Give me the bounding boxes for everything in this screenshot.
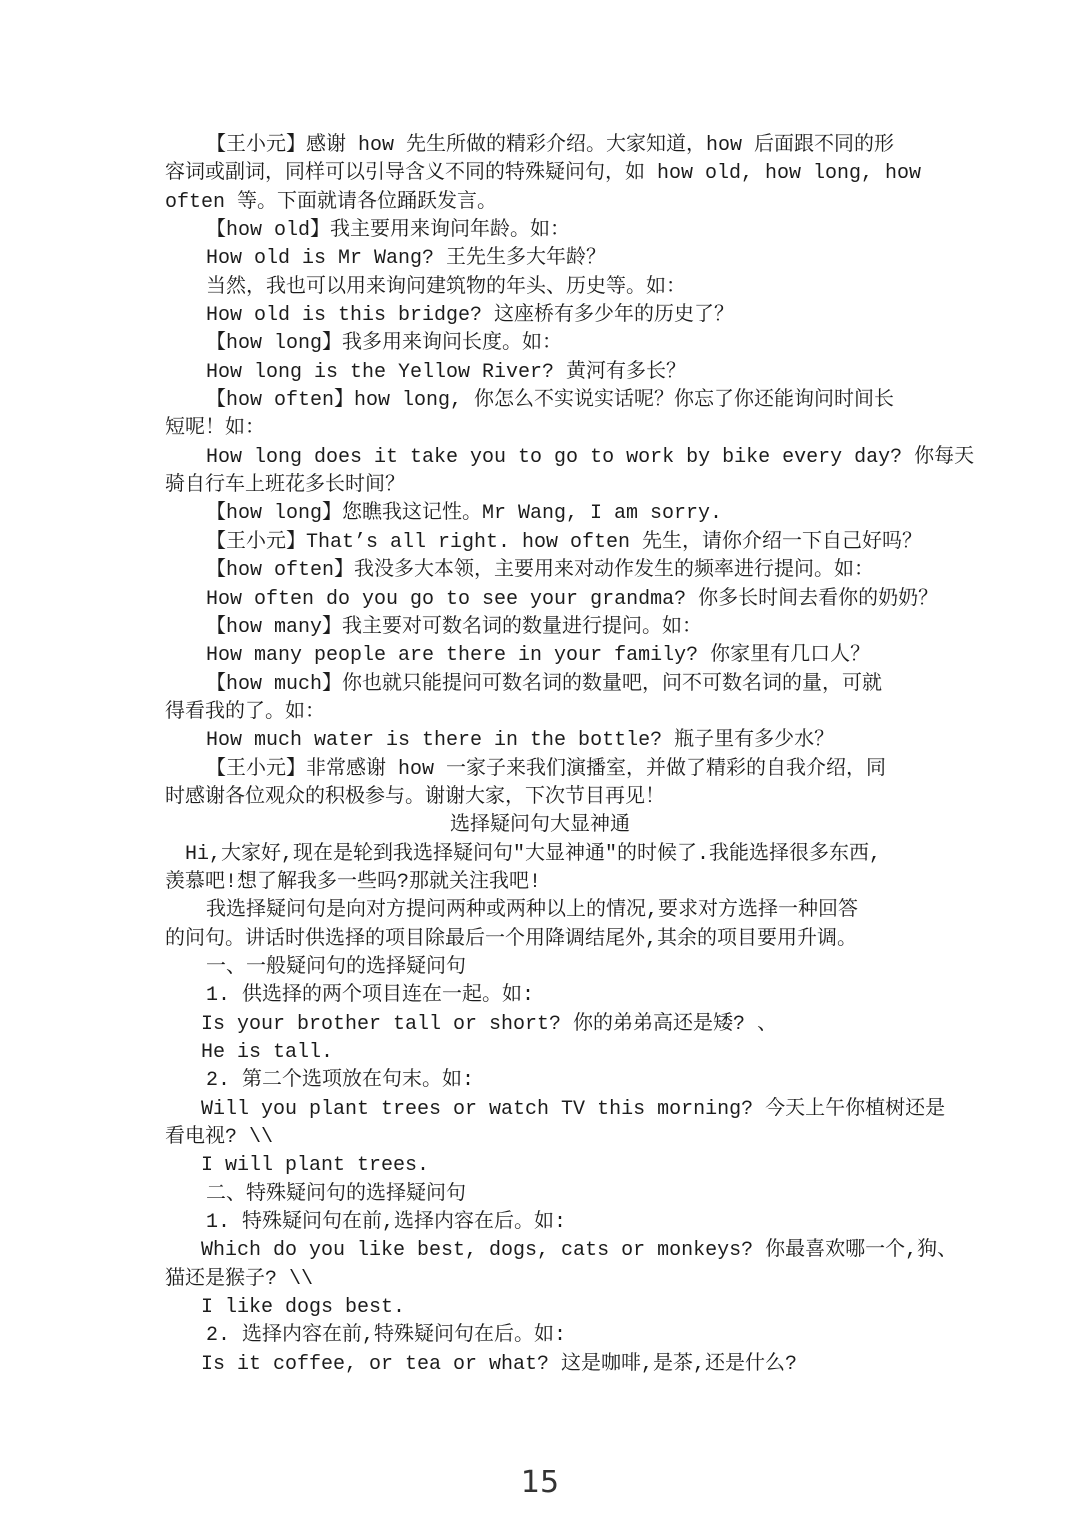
text-line: often 等。下面就请各位踊跃发言。 xyxy=(165,190,498,214)
text-line: 【how old】我主要用来询问年龄。如： xyxy=(206,219,571,243)
text-line: 1. 特殊疑问句在前,选择内容在后。如: xyxy=(206,1211,567,1235)
text-line: 【how often】我没多大本领，主要用来对动作发生的频率进行提问。如： xyxy=(206,559,875,583)
text-line: 猫还是猴子? \\ xyxy=(165,1267,314,1291)
subheading: 二、特殊疑问句的选择疑问句 xyxy=(206,1182,466,1206)
text-line: How old is Mr Wang? 王先生多大年龄？ xyxy=(206,247,607,271)
text-line: 【王小元】感谢 how 先生所做的精彩介绍。大家知道，how 后面跟不同的形 xyxy=(206,134,895,157)
text-line: How much water is there in the bottle? 瓶子里有多少水？ xyxy=(206,729,835,753)
text-line: 短呢！如： xyxy=(165,417,265,441)
text-line: Will you plant trees or watch TV this morning? 今天上午你植树还是 xyxy=(201,1097,946,1121)
page-number: 15 xyxy=(520,1465,560,1500)
text-line: 容词或副词，同样可以引导含义不同的特殊疑问句，如 how old, how long, how xyxy=(165,162,922,186)
text-line: Is it coffee, or tea or what? 这是咖啡,是茶,还是什么? xyxy=(201,1352,798,1376)
text-line: How long does it take you to go to work by bike every day? 你每天 xyxy=(206,445,975,469)
text-line: Which do you like best, dogs, cats or monkeys? 你最喜欢哪一个,狗、 xyxy=(201,1239,958,1263)
text-line: Hi,大家好,现在是轮到我选择疑问句"大显神通"的时候了.我能选择很多东西, xyxy=(185,842,882,866)
text-line: 2. 选择内容在前,特殊疑问句在后。如: xyxy=(206,1324,567,1348)
text-line: How many people are there in your family? 你家里有几口人？ xyxy=(206,644,871,668)
body-text xyxy=(0,132,1080,1379)
text-line: 时感谢各位观众的积极参与。谢谢大家，下次节目再见！ xyxy=(165,785,665,809)
text-line: 【how long】您瞧我这记性。Mr Wang, I am sorry. xyxy=(206,502,723,526)
text-line: 看电视? \\ xyxy=(165,1126,274,1150)
text-line: 1. 供选择的两个项目连在一起。如: xyxy=(206,984,535,1008)
text-line: How long is the Yellow River? 黄河有多长？ xyxy=(206,360,687,384)
text-line: 【王小元】That’s all right. how often 先生，请你介绍一下自己好吗？ xyxy=(206,530,923,554)
text-line: 得看我的了。如： xyxy=(165,700,325,724)
text-line: Is your brother tall or short? 你的弟弟高还是矮? 、 xyxy=(201,1012,778,1036)
text-line: 骑自行车上班花多长时间？ xyxy=(165,474,405,498)
text-line: 【how often】how long, 你怎么不实说实话呢？你忘了你还能询问时间长 xyxy=(206,389,895,413)
text-line: 【how much】你也就只能提问可数名词的数量吧，问不可数名词的量，可就 xyxy=(206,672,883,696)
section-title: 选择疑问句大显神通 xyxy=(450,814,630,838)
text-line: 当然，我也可以用来询问建筑物的年头、历史等。如： xyxy=(206,275,686,299)
text-line: How often do you go to see your grandma? 你多长时间去看你的奶奶？ xyxy=(206,587,939,611)
text-line: 我选择疑问句是向对方提问两种或两种以上的情况,要求对方选择一种回答 xyxy=(206,899,859,923)
text-line: 【王小元】非常感谢 how 一家子来我们演播室，并做了精彩的自我介绍，同 xyxy=(206,757,887,781)
text-line: I will plant trees. xyxy=(201,1154,430,1178)
text-line: How old is this bridge? 这座桥有多少年的历史了？ xyxy=(206,304,735,328)
text-line: 羡慕吧!想了解我多一些吗?那就关注我吧! xyxy=(165,870,542,894)
subheading: 一、一般疑问句的选择疑问句 xyxy=(206,955,466,979)
text-line: 【how long】我多用来询问长度。如： xyxy=(206,332,563,356)
text-line: He is tall. xyxy=(201,1041,334,1064)
text-line: 2. 第二个选项放在句末。如: xyxy=(206,1069,475,1093)
text-line: I like dogs best. xyxy=(201,1296,406,1320)
text-line: 的问句。讲话时供选择的项目除最后一个用降调结尾外,其余的项目要用升调。 xyxy=(165,927,858,951)
text-line: 【how many】我主要对可数名词的数量进行提问。如： xyxy=(206,615,703,639)
